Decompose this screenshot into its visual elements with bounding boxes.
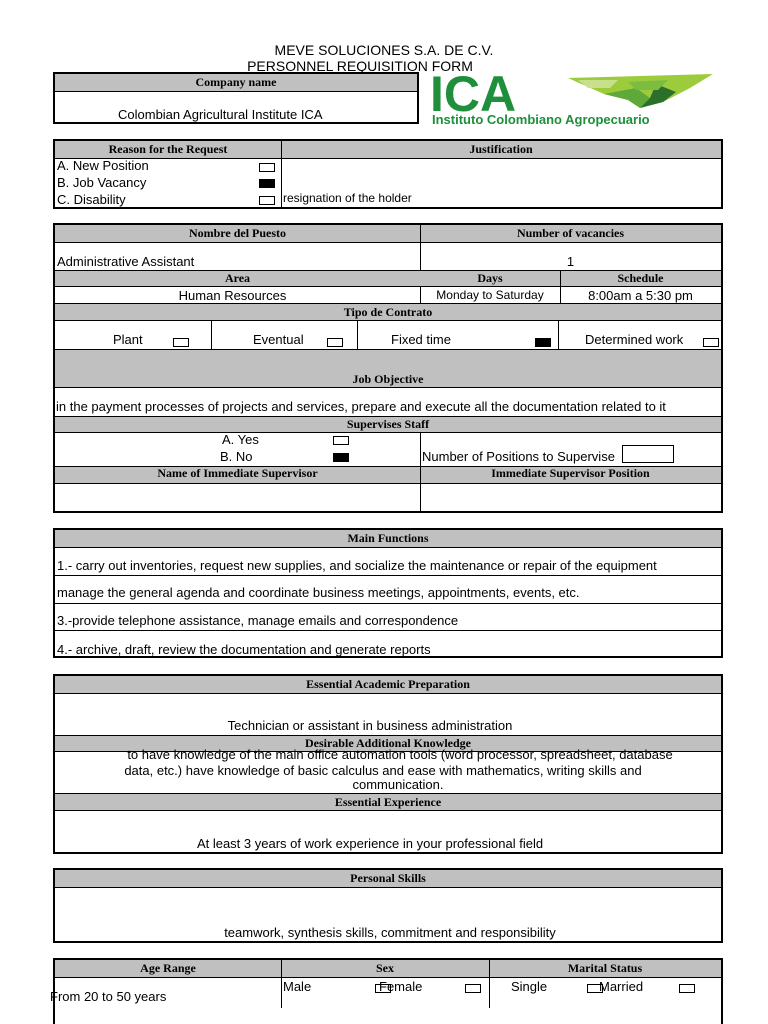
- reason-option-disability: C. Disability: [57, 192, 126, 207]
- contract-plant: Plant: [113, 332, 143, 347]
- skills-section: [53, 868, 723, 943]
- positions-to-supervise-input[interactable]: [622, 445, 674, 463]
- contract-fixed-time: Fixed time: [391, 332, 451, 347]
- sex-label: Sex: [376, 961, 394, 975]
- schedule-label: Schedule: [617, 271, 664, 285]
- area-value: Human Resources: [178, 288, 287, 303]
- form-title: PERSONNEL REQUISITION FORM: [247, 58, 473, 74]
- supervises-no-checkbox[interactable]: [333, 453, 349, 462]
- functions-label: Main Functions: [55, 530, 721, 548]
- knowledge-line: data, etc.) have knowledge of basic calculus and ease with mathematics, writing skills and: [124, 763, 642, 778]
- supervises-label: Supervises Staff: [55, 416, 721, 433]
- reason-vacancy-checkbox[interactable]: [259, 179, 275, 188]
- academic-section: [53, 674, 723, 854]
- days-value: Monday to Saturday: [436, 288, 544, 302]
- contract-determined-work-checkbox[interactable]: [703, 338, 719, 347]
- reason-option-vacancy: B. Job Vacancy: [57, 175, 147, 190]
- supervisor-position-field[interactable]: [421, 485, 721, 511]
- function-item: 1.- carry out inventories, request new supplies, and socialize the maintenance or repair of the equipment: [57, 558, 657, 573]
- reason-disability-checkbox[interactable]: [259, 196, 275, 205]
- function-item: 3.-provide telephone assistance, manage emails and correspondence: [57, 613, 459, 628]
- reason-section: [53, 139, 723, 209]
- position-name-label: Nombre del Puesto: [188, 226, 287, 240]
- age-value: From 20 to 50 years: [50, 989, 167, 1004]
- days-label: Days: [477, 271, 503, 285]
- sex-female-checkbox[interactable]: [465, 984, 481, 993]
- function-item: manage the general agenda and coordinate business meetings, appointments, events, etc.: [57, 585, 580, 600]
- contract-eventual: Eventual: [253, 332, 304, 347]
- company-section: [53, 72, 419, 124]
- knowledge-label: Desirable Additional Knowledge: [55, 735, 721, 752]
- vacancies-label: Number of vacancies: [516, 226, 625, 240]
- positions-to-supervise-label: Number of Positions to Supervise: [422, 449, 615, 464]
- contract-eventual-checkbox[interactable]: [327, 338, 343, 347]
- company-value: Colombian Agricultural Institute ICA: [118, 107, 323, 122]
- knowledge-line: to have knowledge of the main office automation tools (word processor, spreadsheet, database: [127, 747, 673, 762]
- justification-label: Justification: [469, 142, 533, 156]
- position-name-value: Administrative Assistant: [57, 254, 195, 269]
- ica-logo-graphic: [428, 70, 720, 128]
- contract-fixed-time-checkbox[interactable]: [535, 338, 551, 347]
- supervisor-name-field[interactable]: [55, 485, 420, 511]
- marital-label: Marital Status: [567, 961, 643, 975]
- sex-female: Female: [379, 979, 423, 994]
- contract-determined-work: Determined work: [585, 332, 684, 347]
- supervises-no: B. No: [220, 449, 253, 464]
- supervisor-name-label: Name of Immediate Supervisor: [157, 466, 318, 480]
- academic-label: Essential Academic Preparation: [55, 676, 721, 694]
- reason-label: Reason for the Request: [108, 142, 228, 156]
- age-label: Age Range: [140, 961, 196, 975]
- skills-label: Personal Skills: [55, 870, 721, 888]
- experience-value: At least 3 years of work experience in your professional field: [196, 836, 544, 851]
- justification-value: resignation of the holder: [283, 191, 412, 205]
- position-section: [53, 223, 723, 513]
- reason-new-checkbox[interactable]: [259, 163, 275, 172]
- company-line: MEVE SOLUCIONES S.A. DE C.V.: [274, 42, 494, 58]
- experience-label: Essential Experience: [55, 793, 721, 811]
- contract-plant-checkbox[interactable]: [173, 338, 189, 347]
- academic-value: Technician or assistant in business administration: [227, 718, 513, 733]
- contract-label: Tipo de Contrato: [55, 303, 721, 321]
- marital-single: Single: [511, 979, 548, 994]
- schedule-value: 8:00am a 5:30 pm: [588, 288, 693, 303]
- logo-full-name: Instituto Colombiano Agropecuario: [432, 112, 650, 127]
- supervises-yes-checkbox[interactable]: [333, 436, 349, 445]
- reason-option-new: A. New Position: [57, 158, 149, 173]
- vacancies-value: 1: [566, 254, 575, 269]
- area-label: Area: [224, 271, 251, 285]
- marital-married-checkbox[interactable]: [679, 984, 695, 993]
- objective-value: in the payment processes of projects and services, prepare and execute all the documentation related to it: [56, 399, 666, 414]
- skills-value: teamwork, synthesis skills, commitment and responsibility: [224, 925, 556, 940]
- sex-male: Male: [283, 979, 312, 994]
- supervisor-position-label: Immediate Supervisor Position: [491, 466, 650, 480]
- function-item: 4.- archive, draft, review the documentation and generate reports: [57, 642, 431, 657]
- company-label: Company name: [55, 74, 417, 92]
- logo-acronym: ICA: [430, 70, 517, 122]
- objective-header: [55, 349, 721, 388]
- marital-married: Married: [599, 979, 644, 994]
- functions-section: [53, 528, 723, 658]
- supervises-yes: A. Yes: [222, 432, 259, 447]
- objective-label: Job Objective: [352, 372, 424, 386]
- knowledge-line: communication.: [352, 777, 444, 792]
- ica-logo: [428, 70, 720, 128]
